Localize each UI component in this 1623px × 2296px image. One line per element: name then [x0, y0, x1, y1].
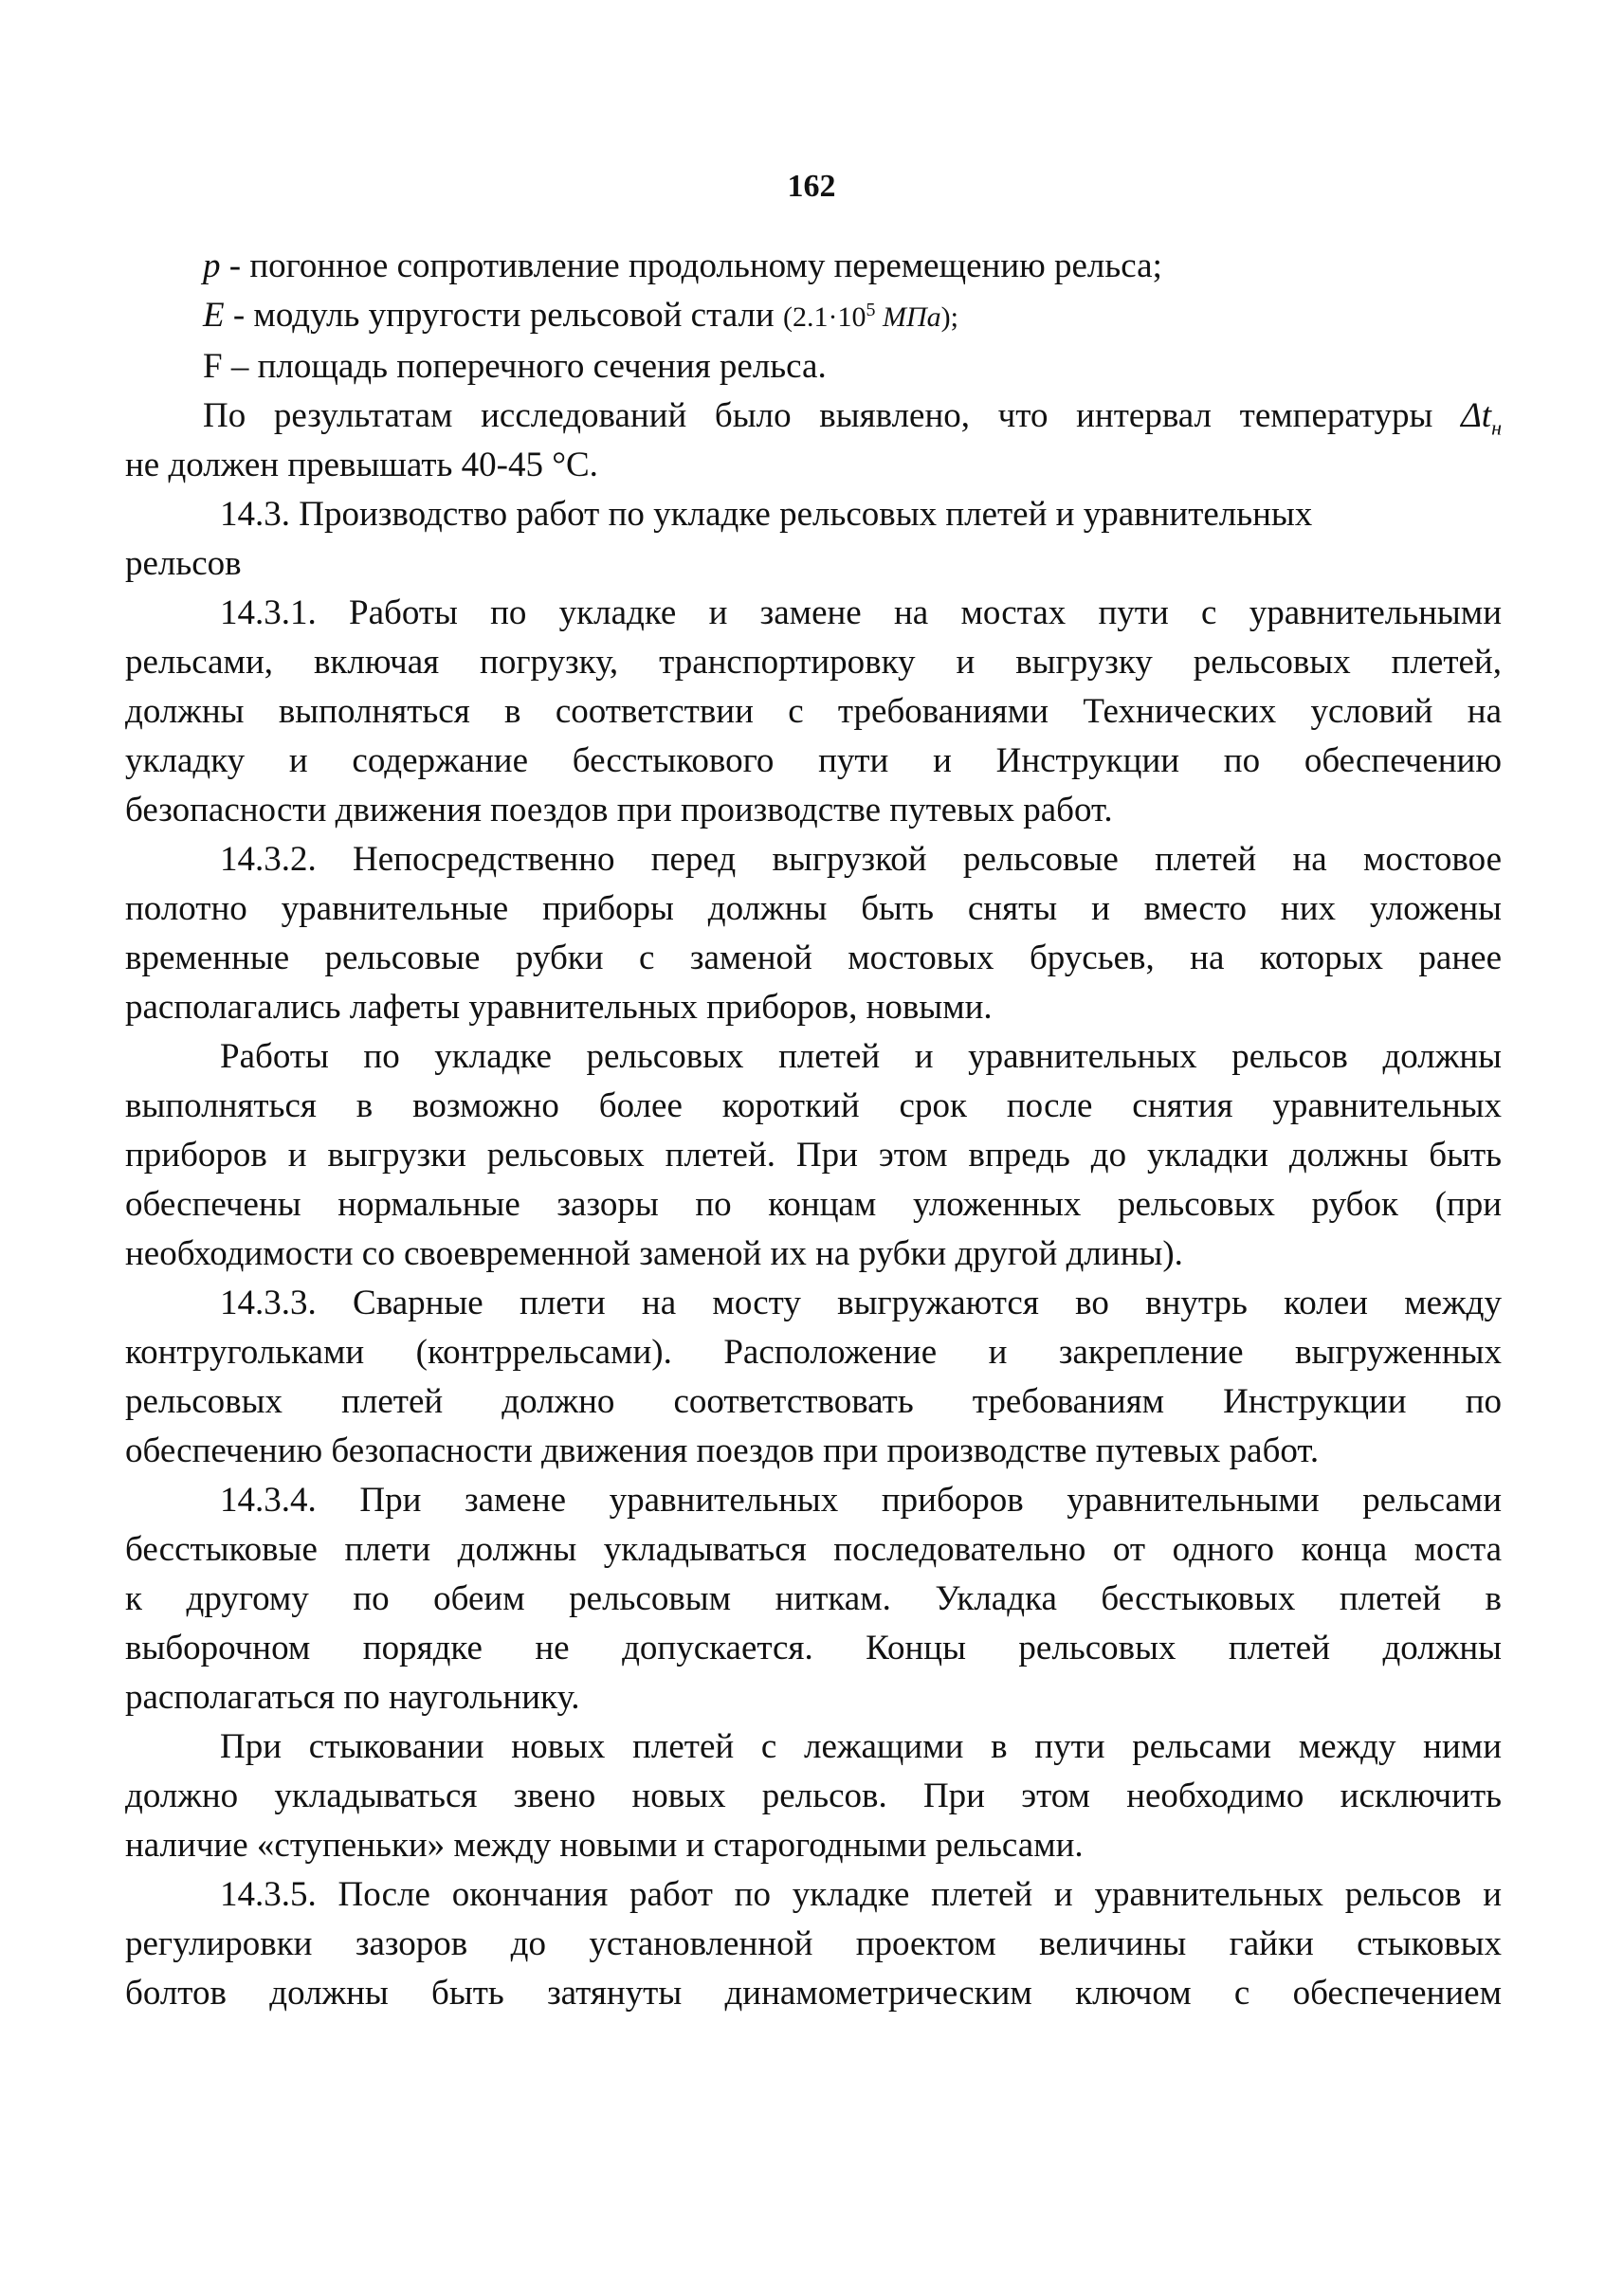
definition-p — [125, 242, 1502, 291]
paragraph — [125, 1870, 1502, 2018]
definition-e — [125, 291, 1502, 342]
section-heading-14-3: 14.3. Производство работ по укладке рельсовых плетей и уравнительных — [220, 495, 1313, 534]
temperature-interval-symbol: $\Delta t_н$ — [1461, 396, 1502, 440]
paragraph-line: обеспечены нормальные зазоры по концам уложенных рельсовых рубок (при — [125, 1185, 1502, 1224]
paragraph — [125, 1032, 1502, 1279]
paragraph-line: 14.3.4. При замене уравнительных приборов уравнительными рельсами — [220, 1481, 1502, 1520]
paragraph-line: 14.3.2. Непосредственно перед выгрузкой рельсовые плетей на мостовое — [220, 840, 1502, 879]
paragraph-line: приборов и выгрузки рельсовых плетей. При этом впредь до укладки должны быть — [125, 1136, 1502, 1175]
paragraph-line: располагаться по наугольнику. — [125, 1678, 580, 1717]
paragraph — [125, 835, 1502, 1032]
research-line-1: По результатам исследований было выявлено, что интервал температуры $\Delta t_н$ — [203, 396, 1502, 440]
definition-e-text: - модуль упругости рельсовой стали — [224, 296, 783, 335]
body-text — [125, 242, 1502, 2018]
paragraph-line: временные рельсовые рубки с заменой мостовых брусьев, на которых ранее — [125, 938, 1502, 977]
paragraph-line: 14.3.5. После окончания работ по укладке плетей и уравнительных рельсов и — [220, 1875, 1502, 1914]
paragraph-line: рельсами, включая погрузку, транспортировку и выгрузку рельсовых плетей, — [125, 643, 1502, 682]
paragraph-line: выборочном порядке не допускается. Концы рельсовых плетей должны — [125, 1629, 1502, 1667]
page-number: 162 — [787, 169, 836, 204]
paragraph-line: к другому по обеим рельсовым ниткам. Укладка бесстыковых плетей в — [125, 1579, 1502, 1618]
paragraph-line: При стыковании новых плетей с лежащими в пути рельсами между ними — [220, 1727, 1502, 1766]
paragraph-line: 14.3.3. Сварные плети на мосту выгружаются во внутрь колеи между — [220, 1284, 1502, 1322]
paragraph-line: регулировки зазоров до установленной проектом величины гайки стыковых — [125, 1924, 1502, 1963]
paragraph-line: обеспечению безопасности движения поездов при производстве путевых работ. — [125, 1431, 1320, 1470]
research-line-2: не должен превышать 40-45 °С. — [125, 446, 598, 484]
paragraph-line: должно укладываться звено новых рельсов. При этом необходимо исключить — [125, 1777, 1502, 1815]
definition-p-text: - погонное сопротивление продольному перемещению рельса; — [220, 246, 1162, 285]
symbol-e: E — [203, 296, 225, 335]
paragraph-line: наличие «ступеньки» между новыми и старогодными рельсами. — [125, 1826, 1084, 1865]
symbol-p: p — [203, 246, 221, 285]
paragraph-line: рельсовых плетей должно соответствовать требованиям Инструкции по — [125, 1382, 1502, 1421]
paragraph-line: выполняться в возможно более короткий срок после снятия уравнительных — [125, 1086, 1502, 1125]
paragraph-line: 14.3.1. Работы по укладке и замене на мостах пути с уравнительными — [220, 593, 1502, 632]
paragraph-line: бесстыковые плети должны укладываться последовательно от одного конца моста — [125, 1530, 1502, 1569]
paragraph-line: укладку и содержание бесстыкового пути и Инструкции по обеспечению — [125, 741, 1502, 780]
paragraph-line: полотно уравнительные приборы должны быть сняты и вместо них уложены — [125, 889, 1502, 928]
definition-f: F – площадь поперечного сечения рельса. — [203, 347, 827, 386]
paragraphs — [125, 589, 1502, 2018]
paragraph-line: безопасности движения поездов при производстве путевых работ. — [125, 791, 1113, 829]
paragraph — [125, 589, 1502, 835]
elastic-modulus-formula: ($2.1\cdot 10^5$ МПа); — [782, 300, 958, 333]
paragraph-line: болтов должны быть затянуты динамометрическим ключом с обеспечением — [125, 1974, 1502, 2013]
paragraph — [125, 1279, 1502, 1476]
paragraph-line: Работы по укладке рельсовых плетей и уравнительных рельсов должны — [220, 1037, 1502, 1076]
section-heading-14-3-cont: рельсов — [125, 544, 242, 583]
paragraph-line: располагались лафеты уравнительных приборов, новыми. — [125, 988, 993, 1027]
paragraph-line: должны выполняться в соответствии с требованиями Технических условий на — [125, 692, 1502, 731]
paragraph-line: контругольками (контррельсами). Расположение и закрепление выгруженных — [125, 1333, 1502, 1372]
paragraph — [125, 1476, 1502, 1722]
paragraph-line: необходимости со своевременной заменой их на рубки другой длины). — [125, 1234, 1183, 1273]
paragraph — [125, 1722, 1502, 1870]
